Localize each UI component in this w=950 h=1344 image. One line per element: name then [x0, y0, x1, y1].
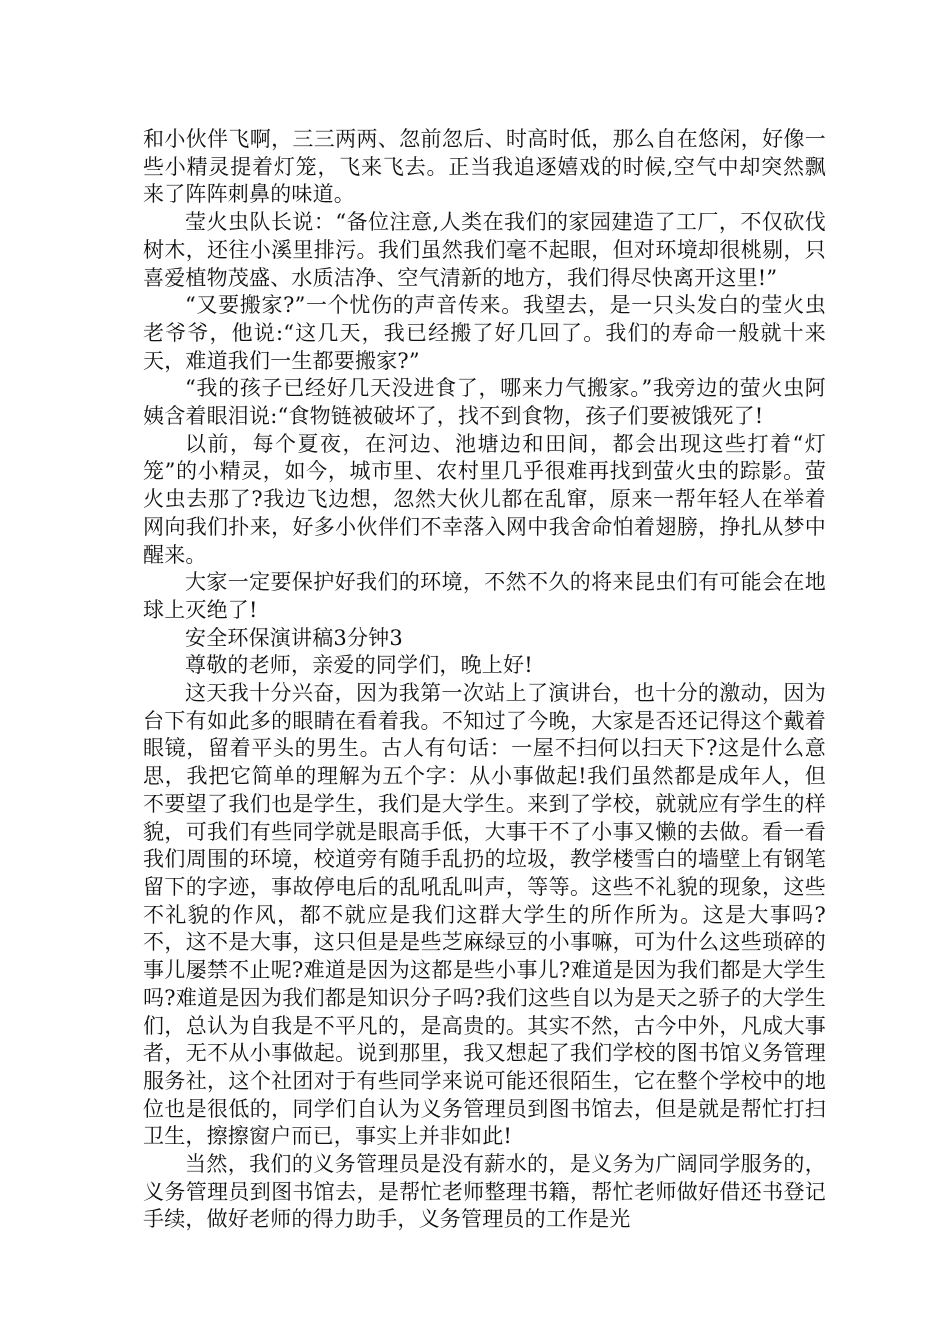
paragraph-9: 这天我十分兴奋，因为我第一次站上了演讲台，也十分的激动，因为台下有如此多的眼睛在看着我。不知过了今晚，大家是否还记得这个戴着眼镜，留着平头的男生。古人有句话：一屋不扫何以扫天下?这是什么意思，我把它简单的理解为五个字：从小事做起!我们虽然都是成年人，但不要望了我们也是学生，我们是大学生。来到了学校，就就应有学生的样貌，可我们有些同学就是眼高手低，大事干不了小事又懒的去做。看一看我们周围的环境，校道旁有随手乱扔的垃圾，教学楼雪白的墙壁上有钢笔留下的字迹，事故停电后的乱吼乱叫声，等等。这些不礼貌的现象，这些不礼貌的作风，都不就应是我们这群大学生的所作所为。这是大事吗?不，这不是大事，这只但是是些芝麻绿豆的小事嘛，可为什么这些琐碎的事儿屡禁不止呢?难道是因为这都是些小事儿?难道是因为我们都是大学生吗?难道是因为我们都是知识分子吗?我们这些自以为是天之骄子的大学生们，总认为自我是不平凡的，是高贵的。其实不然，古今中外，凡成大事者，无不从小事做起。说到那里，我又想起了我们学校的图书馆义务管理服务社，这个社团对于有些同学来说可能还很陌生，它在整个学校中的地位也是很低的，同学们自认为义务管理员到图书馆去，但是就是帮忙打扫卫生，擦擦窗户而已，事实上并非如此!: [143, 681, 826, 1149]
greeting-paragraph: 尊敬的老师，亲爱的同学们，晚上好!: [185, 653, 533, 678]
paragraph-10: 当然，我们的义务管理员是没有薪水的，是义务为广阔同学服务的，义务管理员到图书馆去，是帮忙老师整理书籍，帮忙老师做好借还书登记手续，做好老师的得力助手，义务管理员的工作是光: [143, 1152, 826, 1232]
document-page: [143, 126, 826, 1234]
paragraph-4: “我的孩子已经好几天没进食了，哪来力气搬家。”我旁边的萤火虫阿姨含着眼泪说:“食物链被破坏了，找不到食物，孩子们要被饿死了!: [143, 376, 826, 429]
paragraph-5: 以前，每个夏夜，在河边、池塘边和田间，都会出现这些打着“灯笼”的小精灵，如今，城市里、农村里几乎很难再找到萤火虫的踪影。萤火虫去那了?我边飞边想，忽然大伙儿都在乱窜，原来一帮年轻人在举着网向我们扑来，好多小伙伴们不幸落入网中我舍命怕着翅膀，挣扎从梦中醒来。: [143, 431, 826, 567]
paragraph-2: 莹火虫队长说：“备位注意,人类在我们的家园建造了工厂，不仅砍伐树木，还往小溪里排污。我们虽然我们毫不起眼，但对环境却很桃剔，只喜爱植物茂盛、水质洁净、空气清新的地方，我们得尽快离开这里!”: [143, 210, 826, 290]
paragraph-6: 大家一定要保护好我们的环境，不然不久的将来昆虫们有可能会在地球上灭绝了!: [143, 570, 826, 622]
paragraph-1: 和小伙伴飞啊，三三两两、忽前忽后、时高时低，那么自在悠闲，好像一些小精灵提着灯笼，飞来飞去。正当我追逐嬉戏的时候,空气中却突然飘来了阵阵刺鼻的味道。: [143, 127, 826, 207]
paragraph-3: “又要搬家?”一个忧伤的声音传来。我望去，是一只头发白的莹火虫老爷爷，他说:“这几天，我已经搬了好几回了。我们的寿命一般就十来天，难道我们一生都要搬家?”: [143, 293, 826, 373]
section-heading: 安全环保演讲稿3分钟3: [185, 625, 403, 650]
